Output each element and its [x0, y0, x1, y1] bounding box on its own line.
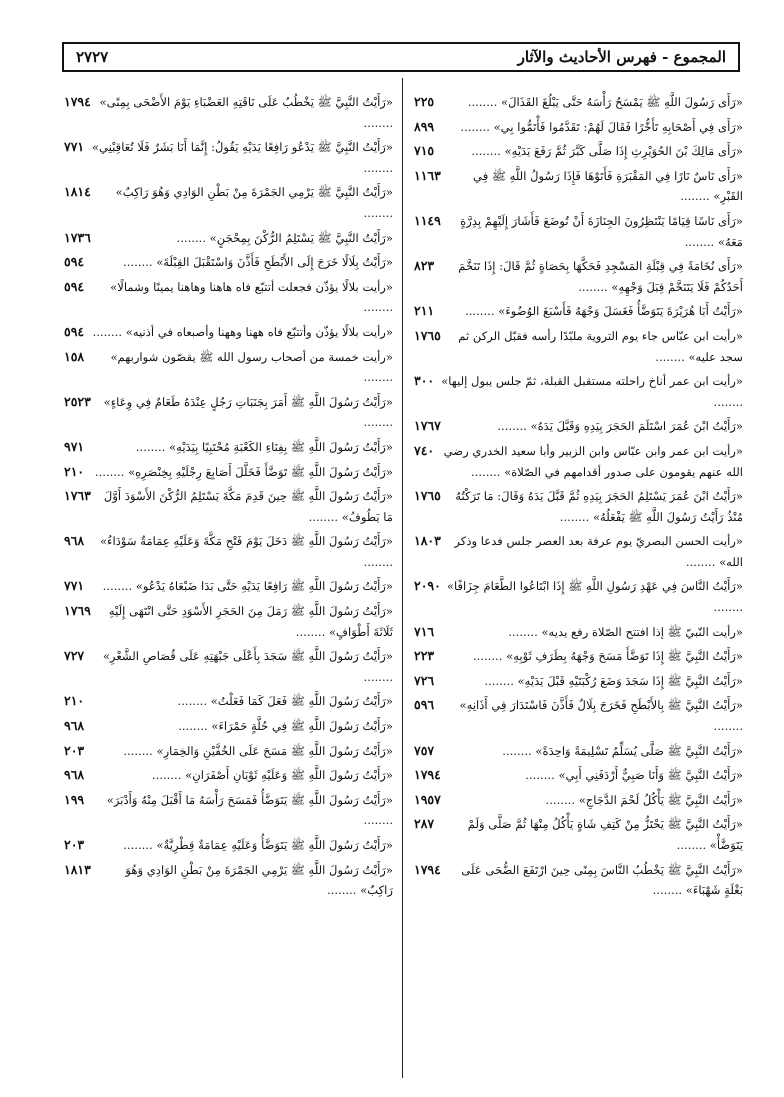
entry-text: «رَأَيْتُ النَّبِيَّ ﷺ بِالأَبْطَحِ فَخَرَجَ بِلَالٌ فَأَذَّنَ فَاسْتَدَارَ فِي أَذَانِهِ» ........: [459, 698, 743, 734]
index-entry: [64, 576, 393, 597]
entry-text: «رأيت النّبيّ ﷺ إذا افتتح الصّلاة رفع يديه» ........: [508, 624, 743, 639]
entry-page-number: ٥٩٤: [64, 254, 85, 270]
index-entry: [414, 166, 743, 207]
entry-page-number: ٩٦٨: [64, 533, 85, 549]
index-entry: [64, 462, 393, 483]
index-entry: [414, 441, 743, 482]
entry-page-number: ٧٧١: [64, 139, 85, 155]
entry-text: «رَأَيْتُ النَّبِيَّ ﷺ يَرْمِي الجَمْرَةَ مِنْ بَطْنِ الوَادِي وَهُوَ رَاكِبٌ» ........: [115, 185, 393, 220]
entry-text: «رَأَيْتُ النَّبِيَّ ﷺ يَحْتَزُّ مِنْ كَتِفِ شَاةٍ يَأْكُلُ مِنْهَا ثُمَّ صَلَّى وَلَمْ يَتَوَضَّأْ» ........: [467, 817, 743, 852]
entry-page-number: ٧٥٧: [414, 742, 435, 758]
index-entry: [414, 622, 743, 643]
entry-page-number: ٥٩٤: [64, 278, 85, 294]
entry-text: «رَأَيْتُ رَسُولَ اللَّهِ ﷺ دَخَلَ يَوْمَ فَتْحِ مَكَّةَ وَعَلَيْهِ عِمَامَةٌ سَوْدَاءُ» ........: [99, 534, 393, 569]
entry-page-number: ٧٧١: [64, 578, 85, 594]
entry-text: «رَأَيْتُ النَّاسَ فِي عَهْدِ رَسُولِ اللَّهِ ﷺ إِذَا ابْتَاعُوا الطَّعَامَ جِزَافًا» ........: [446, 579, 743, 615]
entry-text: «رَأَيْتُ رَسُولَ اللَّهِ ﷺ يَتَوَضَّأُ وَعَلَيْهِ عِمَامَةٌ قِطْرِيَّةٌ» ........: [123, 838, 393, 852]
entry-text: «رأيت ابن عبّاس جاء يوم التروية ملبّدًا رأسه فقبّل الركن ثم سجد عليه» ........: [458, 328, 743, 364]
entry-text: «رَأَيْتُ رَسُولَ اللَّهِ ﷺ يَتَوَضَّأُ فَمَسَحَ رَأْسَهُ مَا أَقْبَلَ مِنْهُ وَأَدْبَرَ» ........: [106, 792, 393, 828]
index-entry: [414, 416, 743, 437]
entry-page-number: ١٧٦٩: [64, 603, 91, 619]
right-column: [414, 92, 743, 1077]
entry-text: «رَأَيْتُ النَّبِيَّ ﷺ إِذَا سَجَدَ وَضَعَ رُكْبَتَيْهِ قَبْلَ يَدَيْهِ» ........: [484, 673, 743, 688]
entry-text: «رَأَيْتُ ابْنَ عُمَرَ يَسْتَلِمُ الحَجَرَ بِيَدِهِ ثُمَّ قَبَّلَ يَدَهُ وَقَالَ: مَا تَرَكْتُهُ مُنْذُ رَأَيْتُ رَسُولَ اللَّهِ ﷺ يَفْعَلُهُ» ........: [455, 489, 743, 524]
index-entry: [64, 835, 393, 856]
entry-page-number: ٩٧١: [64, 438, 85, 454]
index-entry: [414, 92, 743, 113]
entry-page-number: ١٧٣٦: [64, 229, 91, 245]
entry-page-number: ٢٢٥: [414, 94, 435, 109]
index-entry: [414, 486, 743, 527]
index-entry: [414, 790, 743, 811]
entry-page-number: ٩٦٨: [64, 718, 85, 734]
index-entry: [64, 277, 393, 318]
index-entry: [414, 326, 743, 367]
index-entry: [414, 301, 743, 322]
index-entry: [414, 814, 743, 855]
entry-text: «رَأَيْتُ رَسُولَ اللَّهِ ﷺ مَسَحَ عَلَى الخُفَّيْنِ وَالخِمَارِ» ........: [123, 743, 393, 758]
entry-text: «رأيت ابن عمر أناخ راحلته مستقبل القبلة، ثمّ جلس يبول إليها» ........: [441, 374, 743, 409]
entry-text: «رَأَى نَاسٌ نَارًا فِي المَقْبَرَةِ فَأَتَوْهَا فَإِذَا رَسُولُ اللَّهِ ﷺ فِي القَبْرِ» ........: [473, 168, 743, 204]
entry-text: «رَأَيْتُ رَسُولَ اللَّهِ ﷺ تَوَضَّأَ فَخَلَّلَ أَصَابِعَ رِجْلَيْهِ بِخِنْصَرِهِ» ........: [94, 464, 393, 479]
entry-page-number: ١٩٥٧: [414, 791, 441, 807]
entry-text: «رَأَيْتُ رَسُولَ اللَّهِ ﷺ أَمَرَ بِجَنَبَاتِ رَجُلٍ عِنْدَهُ طَعَامٌ فِي وِعَاءٍ» ........: [103, 394, 393, 430]
entry-page-number: ٢٠٣: [64, 742, 85, 758]
entry-text: «رَأَيْتُ أَبَا هُرَيْرَةَ يَتَوَضَّأُ فَغَسَلَ وَجْهَهُ فَأَسْبَغَ الوُضُوءَ» ........: [465, 304, 743, 319]
index-entry: [64, 392, 393, 433]
index-entry: [64, 92, 393, 133]
entry-page-number: ١١٤٩: [414, 212, 441, 228]
entry-page-number: ٧٤٠: [414, 442, 435, 458]
index-entry: [64, 741, 393, 762]
entry-text: «رَأَيْتُ رَسُولَ اللَّهِ ﷺ يَرْمِي الجَمْرَةَ مِنْ بَطْنِ الوَادِي وَهُوَ رَاكِبٌ» ........: [125, 862, 393, 898]
entry-page-number: ٧١٥: [414, 143, 435, 159]
entry-text: «رَأَيْتُ النَّبِيَّ ﷺ يَأْكُلُ لَحْمَ الدَّجَاجِ» ........: [545, 792, 743, 807]
entry-text: «رَأَيْتُ رَسُولَ اللَّهِ ﷺ فَعَلَ كَمَا فَعَلْتُ» ........: [177, 694, 393, 709]
index-entry: [64, 860, 393, 901]
entry-text: «رَأَى نَاسًا قِيَامًا يَنْتَظِرُونَ الجِنَازَةَ أَنْ تُوضَعَ فَأَشَارَ إِلَيْهِمْ بِدِرَّةٍ مَعَهُ» ........: [460, 213, 743, 249]
entry-page-number: ٧٢٧: [64, 648, 85, 664]
entry-text: «رَأَى مَالِكَ بْنَ الحُوَيْرِثِ إِذَا صَلَّى كَبَّرَ ثُمَّ رَفَعَ يَدَيْهِ» ........: [471, 144, 743, 159]
entry-text: «رأيت خمسة من أصحاب رسول الله ﷺ يقصّون شواربهم» ........: [110, 349, 393, 385]
index-entry: [414, 371, 743, 412]
entry-page-number: ٢٢٣: [414, 648, 435, 664]
entry-page-number: ١٨١٣: [64, 861, 91, 877]
entry-text: «رأيت ابن عمر وابن عبّاس وابن الزبير وأبا سعيد الخدري رضي الله عنهم يقومون على صدور أقدامهم في الصّلاة» ........: [443, 443, 743, 479]
entry-page-number: ٨٩٩: [414, 118, 435, 134]
entry-page-number: ١٧٦٥: [414, 488, 441, 504]
page-title: المجموع - فهرس الأحاديث والآثار: [517, 48, 726, 66]
index-entry: [414, 695, 743, 736]
entry-page-number: ١٧٩٤: [414, 861, 441, 877]
entry-page-number: ١٩٩: [64, 791, 85, 807]
entry-page-number: ٣٠٠: [414, 373, 435, 389]
page-header: [62, 42, 740, 72]
index-entry: [414, 860, 743, 901]
entry-page-number: ٥٩٦: [414, 697, 435, 713]
index-entry: [64, 437, 393, 458]
index-entry: [64, 646, 393, 687]
entry-page-number: ١٧٩٤: [414, 767, 441, 783]
index-entry: [414, 646, 743, 667]
entry-page-number: ٥٩٤: [64, 323, 85, 339]
index-entry: [64, 322, 393, 343]
index-entry: [414, 671, 743, 692]
index-entry: [64, 716, 393, 737]
index-entry: [414, 576, 743, 617]
entry-text: «رَأَيْتُ النَّبِيَّ ﷺ وَأَنَا صَبِيٌّ أَرْدَفَنِي أَبِي» ........: [525, 768, 743, 783]
entry-text: «رأيت بلالًا يؤذّن وأتتبّع فاه ههنا وههنا وأصبعاه في أذنيه» ........: [92, 324, 393, 339]
entry-page-number: ٢١٠: [64, 463, 85, 479]
entry-text: «رأيت بلالًا يؤذّن فجعلت أتتبّع فاه هاهنا وهاهنا يمينًا وشمالًا» ........: [110, 279, 393, 315]
entry-text: «رَأَيْتُ النَّبِيَّ ﷺ صَلَّى يُسَلِّمُ تَسْلِيمَةً وَاحِدَةً» ........: [502, 743, 743, 758]
entry-page-number: ٢٨٧: [414, 816, 435, 832]
entry-page-number: ١٨٠٣: [414, 533, 441, 549]
entry-page-number: ٢١١: [414, 303, 435, 319]
entry-page-number: ٩٦٨: [64, 767, 85, 783]
entry-text: «رَأَيْتُ النَّبِيَّ ﷺ يَدْعُو رَافِعًا يَدَيْهِ يَقُولُ: إِنَّمَا أَنَا بَشَرٌ فَلَا تُعَاقِبْنِي» ........: [91, 140, 393, 175]
index-entry: [64, 531, 393, 572]
entry-page-number: ١٧٩٤: [64, 94, 91, 109]
entry-text: «رَأَى نُخَامَةً فِي قِبْلَةِ المَسْجِدِ فَحَكَّهَا بِحَصَاةٍ ثُمَّ قَالَ: إِذَا تَنَخَّمَ أَحَدُكُمْ فَلَا يَتَنَخَّمْ قِبَلَ وَجْهِهِ» ........: [458, 259, 743, 294]
entry-page-number: ٢٠٩٠: [414, 578, 441, 594]
index-entry: [414, 741, 743, 762]
index-entry: [414, 765, 743, 786]
entry-text: «رَأَيْتُ النَّبِيَّ ﷺ يَسْتَلِمُ الرُّكْنَ بِمِحْجَنٍ» ........: [176, 230, 393, 245]
index-entry: [64, 486, 393, 527]
entry-page-number: ١١٦٣: [414, 167, 441, 183]
entry-text: «رَأَيْتُ رَسُولَ اللَّهِ ﷺ وَعَلَيْهِ ثَوْبَانِ أَصْفَرَانِ» ........: [151, 768, 393, 783]
entry-text: «رَأَيْتُ ابْنَ عُمَرَ اسْتَلَمَ الحَجَرَ بِيَدِهِ وَقَبَّلَ يَدَهُ» ........: [497, 419, 743, 434]
entry-text: «رَأَيْتُ النَّبِيَّ ﷺ يَخْطُبُ النَّاسَ بِمِنًى حِينَ ارْتَفَعَ الضُّحَى عَلَى بَغْلَةٍ شَهْبَاءَ» ........: [461, 862, 743, 898]
entry-text: «رَأَيْتُ النَّبِيَّ ﷺ يَخْطُبُ عَلَى نَاقَتِهِ العَضْبَاءِ يَوْمَ الأَضْحَى بِمِنًى» ........: [99, 95, 393, 130]
index-entry: [64, 182, 393, 223]
entry-page-number: ٢٠٣: [64, 837, 85, 852]
entry-text: «رَأَيْتُ رَسُولَ اللَّهِ ﷺ بِفِنَاءِ الكَعْبَةِ مُحْتَبِيًا بِيَدَيْهِ» ........: [135, 439, 393, 454]
entry-text: «رَأَيْتُ رَسُولَ اللَّهِ ﷺ سَجَدَ بِأَعْلَى جَبْهَتِهِ عَلَى قُصَاصِ الشَّعْرِ» ........: [102, 649, 393, 684]
entry-text: «رَأَيْتُ بِلَالًا خَرَجَ إِلَى الأَبْطَحِ فَأَذَّنَ وَاسْتَقْبَلَ القِبْلَةَ» ........: [123, 255, 393, 270]
entry-text: «رَأَيْتُ النَّبِيَّ ﷺ إِذَا تَوَضَّأَ مَسَحَ وَجْهَهُ بِطَرَفِ ثَوْبِهِ» ........: [472, 649, 743, 664]
entry-text: «رَأَيْتُ رَسُولَ اللَّهِ ﷺ رَمَلَ مِنَ الحَجَرِ الأَسْوَدِ حَتَّى انْتَهَى إِلَيْهِ ثَلَاثَةَ أَطْوَافٍ» ........: [108, 604, 393, 639]
index-entry: [64, 347, 393, 388]
entry-page-number: ٨٢٣: [414, 258, 435, 274]
entry-page-number: ١٧٦٣: [64, 488, 91, 504]
index-entry: [414, 117, 743, 138]
index-entry: [64, 790, 393, 831]
entry-text: «رأيت الحسن البصريّ يوم عرفة بعد العصر جلس فدعا وذكر الله» ........: [454, 534, 743, 569]
page-number: ٢٧٢٧: [76, 48, 109, 66]
entry-page-number: ١٧٦٥: [414, 327, 441, 343]
entry-text: «رَأَيْتُ رَسُولَ اللَّهِ ﷺ حِينَ قَدِمَ مَكَّةَ يَسْتَلِمُ الرُّكْنَ الأَسْوَدَ أَوَّلَ مَا يَطُوفُ» ........: [103, 489, 393, 524]
index-entry: [64, 252, 393, 273]
entry-text: «رَأَيْتُ رَسُولَ اللَّهِ ﷺ فِي حُلَّةٍ حَمْرَاءَ» ........: [178, 719, 393, 734]
left-column: [64, 92, 393, 1077]
index-entry: [64, 691, 393, 712]
entry-page-number: ١٥٨: [64, 348, 85, 364]
index-entry: [414, 141, 743, 162]
index-entry: [64, 228, 393, 249]
index-entry: [414, 531, 743, 572]
entry-text: «رَأَيْتُ رَسُولَ اللَّهِ ﷺ رَافِعًا يَدَيْهِ حَتَّى بَدَا ضَبْعَاهُ يَدْعُو» ........: [102, 579, 393, 594]
index-entry: [64, 137, 393, 178]
entry-text: «رَأَى فِي أَصْحَابِهِ تَأَخُّرًا فَقَالَ لَهُمْ: تَقَدَّمُوا فَأْتَمُّوا بِي» ........: [460, 119, 743, 134]
entry-page-number: ٧٢٦: [414, 672, 435, 688]
entry-page-number: ٢٥٢٣: [64, 393, 91, 409]
column-divider: [402, 78, 403, 1078]
index-entry: [64, 601, 393, 642]
entry-page-number: ٢١٠: [64, 693, 85, 709]
index-entry: [414, 211, 743, 252]
entry-text: «رَأَى رَسُولَ اللَّهِ ﷺ يَمْسَحُ رَأْسَهُ حَتَّى يَبْلُغَ القَذَالَ» ........: [467, 95, 743, 109]
index-entry: [414, 256, 743, 297]
index-entry: [64, 765, 393, 786]
entry-page-number: ٧١٦: [414, 623, 435, 639]
entry-page-number: ١٧٦٧: [414, 418, 441, 434]
entry-page-number: ١٨١٤: [64, 184, 91, 200]
